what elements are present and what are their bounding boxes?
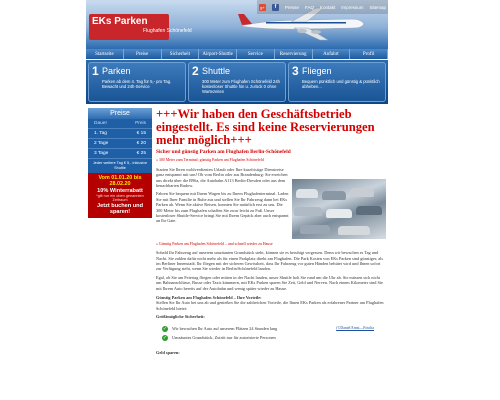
nav-item-service[interactable]: Service xyxy=(237,49,275,59)
feature-shuttle[interactable] xyxy=(188,62,286,102)
main-navigation xyxy=(86,49,388,59)
checklist-row xyxy=(156,323,386,344)
car-icon xyxy=(350,188,374,197)
table-row xyxy=(88,149,152,159)
table-row xyxy=(88,139,152,149)
feature-title: Shuttle xyxy=(202,66,231,76)
feature-number: 1 xyxy=(92,64,99,78)
checkmark-icon: ✓ xyxy=(162,334,168,341)
security-paragraph: Sobald Ihr Fahrzeug auf unserem umzäunten Grundstück steht, können sie es beruhigt vergessen. Denn wir bewachen es Tag und Nacht. Sie zahlen dafür nicht mehr als für einen Parkplatz direkt am Flughafen. Die Park Kosten von EKs Parken sind günstiger, als im Berliner Innenstadt. Ihr fliegen mit der sicheren Gewissheit, dass Ihr Fahrzeug vor guten Händen behütet wird und Ihnen sofort zur Verfügung steht, wenn Sie wieder in Berlin/Schönefeld landen. xyxy=(156,250,384,272)
car-icon xyxy=(326,209,352,218)
feature-title: Fliegen xyxy=(302,66,332,76)
preis-cell: € 15 xyxy=(136,131,146,136)
topnav-link-sitemap[interactable]: Sitemap xyxy=(369,4,386,10)
topnav-link-kontakt[interactable]: Kontakt xyxy=(319,4,336,10)
page-subheading: Sicher und günstig Parken am Flughafen Berlin-Schönefeld xyxy=(156,149,291,155)
page-headline: +++Wir haben den Geschäftsbetrieb eingestellt. Es sind keine Reservierungen mehr möglich+++ xyxy=(156,107,375,147)
nav-item-profil[interactable]: Profil xyxy=(350,49,388,59)
check-text: Umzäuntes Grundstück, Zutritt nur für autorisierte Personen xyxy=(172,334,276,340)
check-text: Wir bewachen Ihr Auto auf unserem Plätzen 24 Stunden lang xyxy=(172,325,278,331)
facebook-icon[interactable]: f xyxy=(272,4,279,11)
topnav-link-faq[interactable]: FAQ xyxy=(304,4,314,10)
feature-title: Parken xyxy=(102,66,131,76)
page xyxy=(86,0,388,400)
logo[interactable] xyxy=(89,14,169,40)
car-icon xyxy=(296,189,318,198)
nav-item-startseite[interactable]: Startseite xyxy=(86,49,124,59)
top-navigation xyxy=(257,0,388,14)
parking-lot-photo xyxy=(292,179,386,239)
photo-credit-link[interactable]: (©Daniel Ernst—Fotolia xyxy=(336,325,374,330)
list-item xyxy=(162,335,277,341)
logo-subtitle: Flughafen Schönefeld xyxy=(143,28,192,34)
geld-sparen-title: Geld sparen: xyxy=(156,349,180,355)
feature-bar xyxy=(86,60,388,104)
car-icon xyxy=(356,206,382,215)
section-link-terminal[interactable]: » 300 Meter zum Terminal: günstig Parken am Flughafen Schönefeld xyxy=(156,158,264,163)
nav-item-preise[interactable]: Preise xyxy=(124,49,162,59)
section-link-home[interactable]: » Günstig Parken am Flughafen Schönefeld – und schnell wieder zu Hause xyxy=(156,241,273,246)
feature-number: 2 xyxy=(192,64,199,78)
intro-row xyxy=(156,167,386,239)
vorteile-text: Stellen Sie Ihr Auto bei uns ab und genießen Sie die zahlreichen Vorteile, die Ihnen EKs Parken als erfahrener Partner am Flughafen Schönefeld bietet: xyxy=(156,300,384,311)
intro-paragraph: Starten Sie Ihren wohlverdienten Urlaub oder Ihre kurzfristige Dienstreise ganz entspannt mit uns! Ob vom Berlin oder aus Brandenburg: Sie erreichen uns direkt über die B96a, die Autobahn A113 Berlin-Dresden oder aus dem benachbarten Rudow. xyxy=(156,166,288,189)
winter-promo[interactable] xyxy=(88,173,152,218)
feature-fliegen[interactable] xyxy=(288,62,386,102)
price-note: Jeder weitere Tag € 5,- inklusive Shuttle xyxy=(88,159,152,173)
preis-cell: € 25 xyxy=(136,151,146,156)
topnav-link-presse[interactable]: Presse xyxy=(284,4,299,10)
logo-title: EKs Parken xyxy=(92,16,148,27)
dauer-cell: 2 Tage xyxy=(94,141,109,146)
checkmark-icon: ✓ xyxy=(162,325,168,332)
promo-dates: Vom 01.01.20 bis 28.02.20 xyxy=(98,175,142,188)
price-table-header xyxy=(88,119,152,129)
price-sidebar xyxy=(88,108,152,218)
car-icon xyxy=(338,226,370,235)
table-row xyxy=(88,129,152,139)
car-icon xyxy=(300,225,330,234)
preise-title[interactable]: Preise xyxy=(88,108,152,119)
shuttle-time-paragraph: Egal, ob Sie am Feiertag fliegen oder mitten in der Nacht landen, unser Shuttle holt Sie rund um die Uhr ab. Sie müssen sich nicht um Bahnanschlüsse, Busse oder Taxis kümmern, mit EKs Parken sparen Sie Zeit, Geld und Nerven. Nach einem Kilometer sind Sie mit Ihrem Auto bereits auf der Autobahn und wenig später wieder zu Hause. xyxy=(156,274,383,291)
car-icon xyxy=(294,207,322,216)
feature-parken[interactable] xyxy=(88,62,186,102)
vorteile-title: Günstig Parken am Flughafen Schönefeld – Ihre Vorteile: xyxy=(156,295,262,301)
dauer-cell: 1. Tag xyxy=(94,131,107,136)
promo-discount: 10% Winterrabatt xyxy=(97,188,143,195)
topnav-link-impressum[interactable]: Impressum xyxy=(341,4,364,10)
nav-item-airport-shuttle[interactable]: Airport-Shuttle xyxy=(199,49,237,59)
car-icon xyxy=(322,191,346,200)
column-header-dauer: Dauer xyxy=(94,121,108,126)
main-content xyxy=(156,108,386,358)
list-item xyxy=(162,326,277,332)
google-plus-icon[interactable]: g+ xyxy=(260,4,265,10)
nav-item-anfahrt[interactable]: Anfahrt xyxy=(313,49,351,59)
feature-text: Bequem pünktlich und günstig & pünktlich abheben... xyxy=(302,79,380,90)
nav-item-sicherheit[interactable]: Sicherheit xyxy=(162,49,200,59)
promo-small-print: *gilt nur ein oben genannten Zeitraum xyxy=(96,194,144,203)
shuttle-paragraph: Fahren Sie bequem mit Ihrem Wagen bis zu Ihrem Flughafenterminal. Laden Sie mit Ihrer Familie in Ruhe aus und stellen Sie Ihr Fahrzeug dann bei EKs Parken ab. Wenn Sie aktive Reisen, konnten Sie natürlich erst zu uns. Die 300 Meter bis zum Flughafen schaffen Sie zwar leicht zu Fuß. Unser kostenloser Shuttle-Service bringt Sie mit Ihrem Gepäck aber auch entspannt an Ihr Gate. xyxy=(156,191,289,224)
promo-cta[interactable]: Jetzt buchen und sparen! xyxy=(97,203,143,216)
feature-number: 3 xyxy=(292,64,299,78)
nav-item-reservierung[interactable]: Reservierung xyxy=(275,49,313,59)
checklist xyxy=(156,323,277,344)
sicherheit-title: Größtmögliche Sicherheit: xyxy=(156,314,205,320)
column-header-preis: Preis xyxy=(135,121,146,126)
site-header xyxy=(86,0,388,49)
feature-text: Parken ab dem 4. Tag für 5,- pro Tag. Bewacht und 24h-Service xyxy=(102,79,172,90)
preis-cell: € 20 xyxy=(136,141,146,146)
feature-text: 300 Meter zum Flughafen Schönefeld 24h kostenloser Shuttle hin u. zurück 0 ohne Wartezeiten xyxy=(202,79,280,95)
dauer-cell: 3 Tage xyxy=(94,151,109,156)
price-table xyxy=(88,119,152,159)
